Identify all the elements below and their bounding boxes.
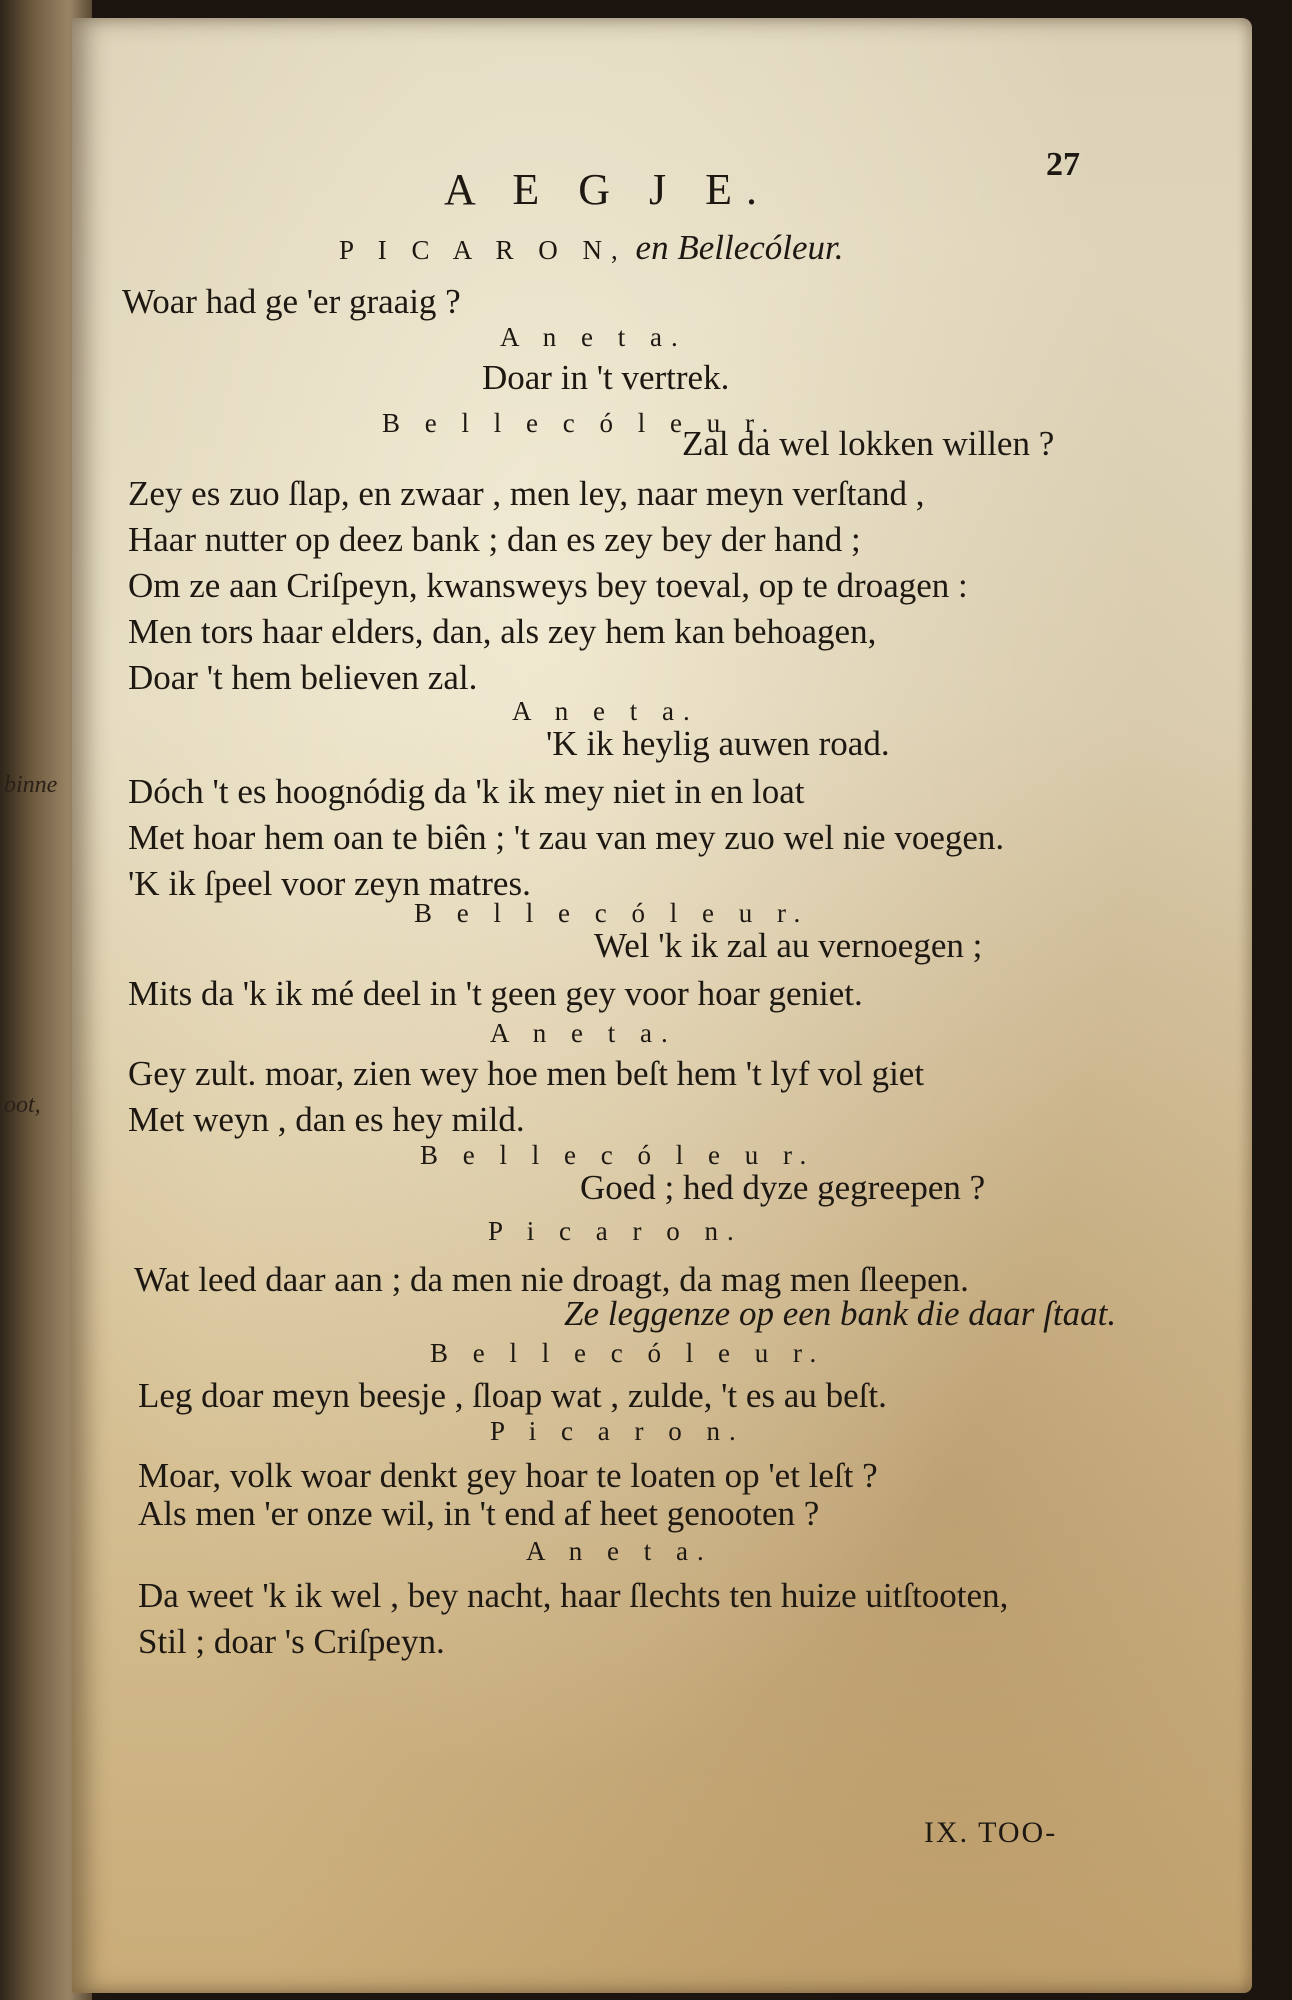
page-title: A E G J E. [444, 165, 771, 214]
verse-line: Wel 'k ik zal au vernoegen ; [594, 926, 983, 965]
verse-line: Doar in 't vertrek. [482, 358, 730, 397]
verse-line: Haar nutter op deez bank ; dan es zey bey der hand ; [128, 520, 861, 559]
scene-characters [339, 230, 844, 265]
verse-line: Wat leed daar aan ; da men nie droagt, da mag men ſleepen. [134, 1260, 969, 1299]
verse-line: Da weet 'k ik wel , bey nacht, haar ſlechts ten huize uitſtooten, [138, 1576, 1009, 1615]
speaker-name: A n e t a. [500, 322, 687, 352]
verse-line: Mits da 'k ik mé deel in 't geen gey voor hoar geniet. [128, 974, 863, 1013]
stage-direction: Ze leggenze op een bank die daar ſtaat. [564, 1294, 1117, 1333]
speaker-name: A n e t a. [512, 696, 699, 726]
verse-line: Stil ; doar 's Criſpeyn. [138, 1622, 445, 1661]
book-page [72, 18, 1252, 1993]
speaker-name: P i c a r o n. [490, 1416, 745, 1446]
verse-line: Gey zult. moar, zien wey hoe men beſt hem 't lyf vol giet [128, 1054, 925, 1093]
verse-line: Met weyn , dan es hey mild. [128, 1100, 525, 1139]
verse-line: Goed ; hed dyze gegreepen ? [580, 1168, 986, 1207]
catchword: IX. TOO- [924, 1816, 1058, 1849]
verse-line: 'K ik heylig auwen road. [546, 724, 890, 763]
speaker-name: P I C A R O N, [339, 235, 627, 265]
speaker-name: A n e t a. [490, 1018, 677, 1048]
speaker-name: B e l l e c ó l e u r. [382, 408, 778, 438]
verse-line: Met hoar hem oan te biên ; 't zau van mey zuo wel nie voegen. [128, 818, 1005, 857]
verse-line: Leg doar meyn beesje , ſloap wat , zulde, 't es au beſt. [138, 1376, 887, 1415]
verse-line: Moar, volk woar denkt gey hoar te loaten op 'et leſt ? [138, 1456, 878, 1495]
verse-line: Zey es zuo ſlap, en zwaar , men ley, naar meyn verſtand , [128, 474, 925, 513]
scene-characters-rest: en Bellecóleur. [635, 228, 844, 267]
speaker-name: B e l l e c ó l e u r. [430, 1338, 826, 1368]
verse-line: Woar had ge 'er graaig ? [122, 282, 461, 321]
speaker-name: P i c a r o n. [488, 1216, 743, 1246]
verse-line: Doar 't hem believen zal. [128, 658, 478, 697]
left-page-fragment: binne [4, 772, 58, 798]
speaker-name: A n e t a. [526, 1536, 713, 1566]
verse-line: Men tors haar elders, dan, als zey hem kan behoagen, [128, 612, 877, 651]
verse-line: Om ze aan Criſpeyn, kwansweys bey toeval, op te droagen : [128, 566, 968, 605]
verse-line: 'K ik ſpeel voor zeyn matres. [128, 864, 531, 903]
verse-line: Als men 'er onze wil, in 't end af heet genooten ? [138, 1494, 820, 1533]
speaker-name: B e l l e c ó l e u r. [420, 1140, 816, 1170]
left-page-fragment: oot, [4, 1092, 41, 1118]
speaker-name: B e l l e c ó l e u r. [414, 898, 810, 928]
page-number: 27 [1046, 146, 1080, 183]
verse-line: Zal da wel lokken willen ? [682, 424, 1055, 463]
verse-line: Dóch 't es hoognódig da 'k ik mey niet in en loat [128, 772, 805, 811]
